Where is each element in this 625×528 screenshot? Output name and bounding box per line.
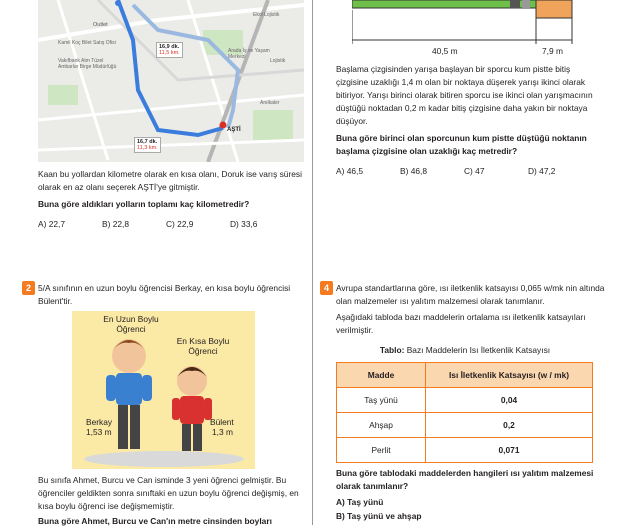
- q1-question: Buna göre aldıkları yolların toplamı kaç kilometredir?: [38, 199, 250, 209]
- berkay-height: 1,53 m: [86, 427, 112, 437]
- q1-choices: [38, 219, 294, 229]
- route-map: [38, 0, 304, 162]
- route2-box: [134, 137, 161, 153]
- map-label-asti: AŞTİ: [227, 127, 241, 133]
- route1-box: [156, 42, 183, 58]
- table-row: [337, 388, 593, 413]
- q1-text: Kaan bu yollardan kilometre olarak en kısa olanı, Doruk ise varış süresi olarak en az olanı seçerek AŞTİ'ye gitmiştir.: [38, 169, 302, 192]
- bulent-name: Bülent: [210, 417, 234, 427]
- track-length-2: 7,9 m: [542, 46, 563, 56]
- table-cell-value: 0,04: [426, 388, 593, 413]
- table-row: [337, 413, 593, 438]
- column-divider: [312, 0, 313, 525]
- table-cell-material: Perlit: [337, 438, 426, 463]
- q2-number: 2: [22, 281, 35, 295]
- q4-text1: Avrupa standartlarına göre, ısı iletkenlik katsayısı 0,065 w/mk nin altında olan malzemeler ısı yalıtım malzemesi olarak tanımlanır.: [336, 283, 605, 306]
- route1-time: 16,9 dk.: [159, 44, 180, 50]
- table-header-material: Madde: [337, 363, 426, 388]
- route2-time: 16,7 dk.: [137, 139, 158, 145]
- q1-choice-c[interactable]: C) 22,9: [166, 219, 194, 229]
- q1-choice-d[interactable]: D) 33,6: [230, 219, 258, 229]
- route1-dist: 11,5 km.: [159, 50, 180, 56]
- route2-dist: 11,3 km.: [137, 145, 158, 151]
- tall-label: En Uzun Boylu Öğrenci: [103, 314, 159, 334]
- table-row: [337, 438, 593, 463]
- table-cell-material: Ahşap: [337, 413, 426, 438]
- map-label-ekol: Ekol Lojistik: [253, 12, 280, 18]
- map-label-anilkaler: Anılkaler: [260, 100, 280, 106]
- short-label: En Kısa Boylu Öğrenci: [176, 336, 230, 356]
- q1-choice-a[interactable]: A) 22,7: [38, 219, 66, 229]
- table-cell-value: 0,071: [426, 438, 593, 463]
- q3-choice-c[interactable]: C) 47: [464, 166, 485, 176]
- map-label-arada: Arada İş ve Yaşam Merkezi: [228, 48, 270, 60]
- q4-number: 4: [320, 281, 333, 295]
- q4-choice-a[interactable]: A) Taş yünü: [336, 497, 384, 507]
- q3-text: Başlama çizgisinden yarışa başlayan bir sporcu kum pistte bitiş çizgisine uzaklığı 1,4 m olan bir noktaya düşerek yarışı ikinci olarak bitiriyor. Yarışı birinci olarak bitiren sporcu ise ikinci olan yarışmacının düştüğü noktadan 0,2 m kadar bitiş çizgisine daha yakın bir noktaya düşüyor.: [336, 64, 593, 126]
- conductivity-table: [336, 362, 593, 463]
- students-illustration: [72, 311, 255, 469]
- q2-question: Buna göre Ahmet, Burcu ve Can'ın metre cinsinden boyları: [38, 516, 272, 526]
- map-label-kamil: Kamil Koç Bilet Satış Ofisi: [58, 40, 116, 46]
- q2-text1: 5/A sınıfının en uzun boylu öğrencisi Berkay, en kısa boylu öğrencisi Bülent'tir.: [38, 283, 291, 306]
- table-header-coefficient: Isı İletkenlik Katsayısı (w / mk): [426, 363, 593, 388]
- track-diagram: [352, 0, 574, 60]
- map-label-lojistik: Lojistik: [270, 58, 286, 64]
- bulent-height: 1,3 m: [212, 427, 233, 437]
- map-label-outlet: Outlet: [93, 22, 108, 28]
- q3-choice-b[interactable]: B) 46,8: [400, 166, 428, 176]
- table-cell-material: Taş yünü: [337, 388, 426, 413]
- berkay-name: Berkay: [86, 417, 113, 427]
- q3-choice-d[interactable]: D) 47,2: [528, 166, 556, 176]
- q2-text2: Bu sınıfa Ahmet, Burcu ve Can isminde 3 yeni öğrenci gelmiştir. Bu öğrenciler geldikten sonra sınıftaki en uzun boylu öğrenci değişmiş, en kısa boylu öğrenci ise değişmemiştir.: [38, 475, 299, 511]
- q4-question: Buna göre tablodaki maddelerden hangileri ısı yalıtım malzemesi olarak tanımlanır?: [336, 468, 594, 491]
- table-title-text: Bazı Maddelerin Isı İletkenlik Katsayısı: [406, 345, 551, 355]
- q3-choice-a[interactable]: A) 46,5: [336, 166, 364, 176]
- q3-question: Buna göre birinci olan sporcunun kum pistte düştüğü noktanın başlama çizgisine olan uzaklığı kaç metredir?: [336, 133, 587, 156]
- map-label-vakif: Vakıfbank Atm Tüzel Ambarlar Birge Müdürlüğü: [58, 58, 117, 70]
- table-title: [336, 345, 594, 355]
- table-cell-value: 0,2: [426, 413, 593, 438]
- table-title-prefix: Tablo:: [379, 345, 405, 355]
- q1-choice-b[interactable]: B) 22,8: [102, 219, 130, 229]
- q4-choice-b[interactable]: B) Taş yünü ve ahşap: [336, 511, 422, 521]
- track-length-1: 40,5 m: [432, 46, 458, 56]
- q4-text2: Aşağıdaki tabloda bazı maddelerin ortalama ısı iletkenlik katsayıları verilmiştir.: [336, 312, 586, 335]
- q3-choices: [336, 166, 592, 176]
